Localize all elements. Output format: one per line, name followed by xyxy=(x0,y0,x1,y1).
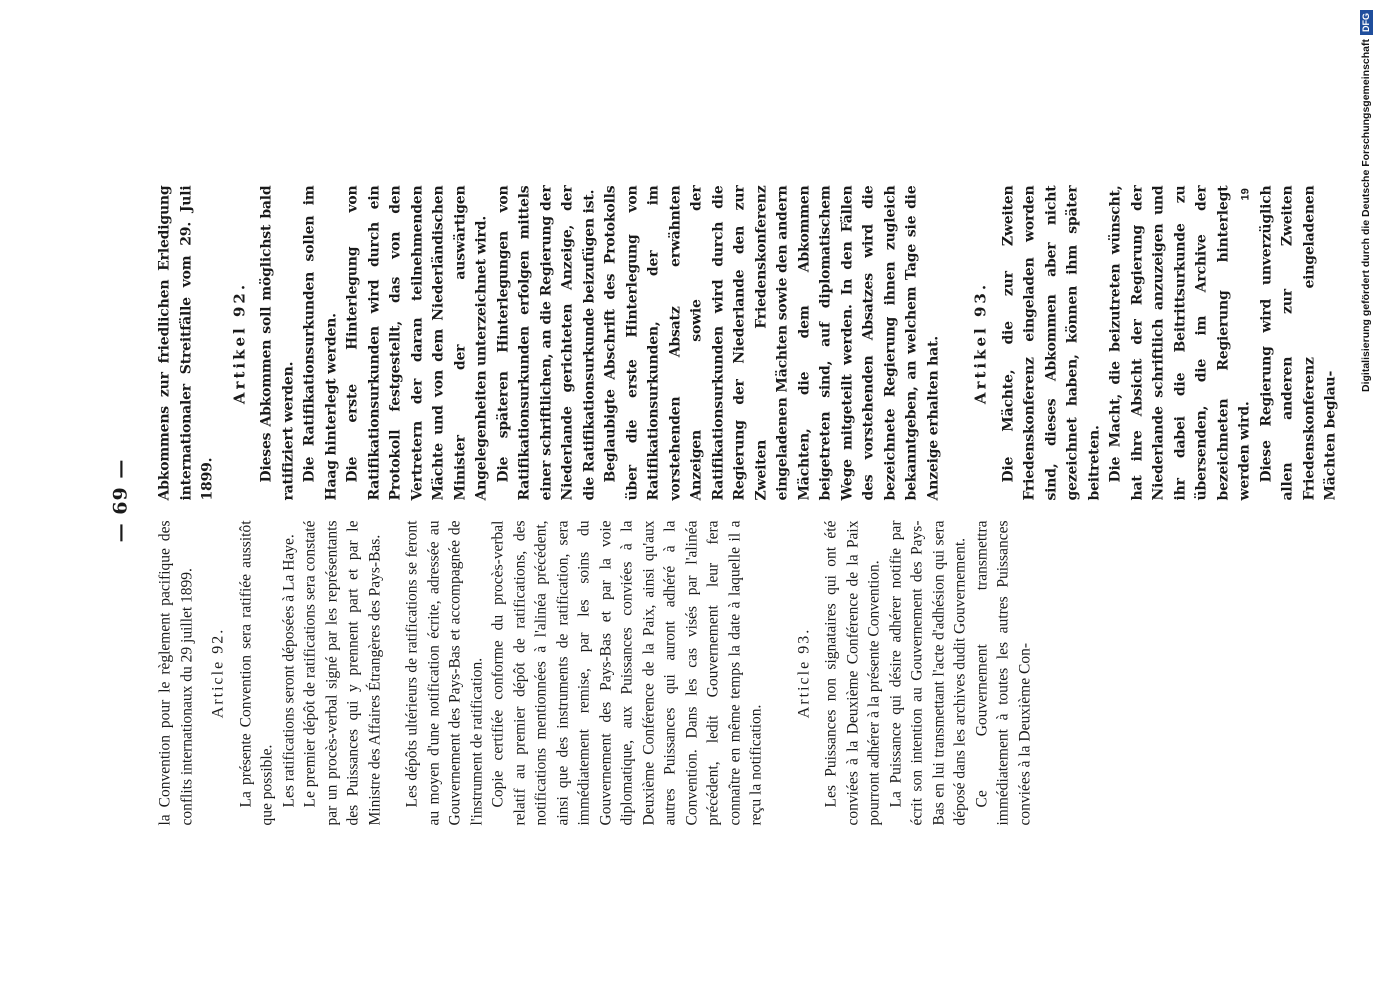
french-art92-p2: Les ratifications seront déposées à La Haye. xyxy=(280,534,297,808)
french-art92-p5: Copie certifiée conforme du procès-verbal relatif au premier dépôt de ratifications, des notifications mentionnées à l'alinéa précédent, ainsi que des instruments de ratification, sera immédiatement remise, par les soins du Gouvernement des Pays-Bas et par la voie diplomatique, aux Puissances conviées à la Deuxième Conférence de la Paix, ainsi qu'aux autres Puissances qui auront adhéré à la Convention. Dans les cas visés par l'alinéa précédent, ledit Gouvernement leur fera connaître en même temps la date à laquelle il a reçu la notification. xyxy=(489,520,765,826)
french-article-92-heading: Article 92. xyxy=(209,627,227,719)
french-intro: la Convention pour le règlement pacifique des conflits internationaux du 29 juillet 1899. xyxy=(156,520,195,826)
rotated-page-content xyxy=(0,1,1383,1001)
signature-mark: 19 xyxy=(1239,188,1252,201)
german-art92-p1: Dieses Abkommen soll möglichst bald ratifiziert werden. xyxy=(258,185,296,501)
digitization-credit xyxy=(1355,0,1377,1000)
credit-text: Digitalisierung gefördert durch die Deutsche Forschungsgemeinschaft xyxy=(1360,39,1372,392)
dfg-logo-icon: DFG xyxy=(1360,10,1373,35)
german-art93-p3: Diese Regierung wird unverzüglich allen anderen zur Zweiten Friedenskonferenz eingeladenen Mächten beglau- xyxy=(1258,185,1339,501)
german-article-93-heading: Artikel 93. xyxy=(971,281,990,405)
german-art92-p5: Beglaubigte Abschrift des Protokolls über die erste Hinterlegung von Ratifikationsurkunden, der im vorstehenden Absatz erwähnten Anzeigen sowie der Ratifikationsurkunden wird durch die Regierung der Niederlande den zur Zweiten Friedenskonferenz eingeladenen Mächten sowie den andern Mächten, die dem Abkommen beigetreten sind, auf diplomatischem Wege mitgeteilt werden. In den Fällen des vorstehenden Absatzes wird die bezeichnete Regierung ihnen zugleich bekanntgeben, an welchem Tage sie die Anzeige erhalten hat. xyxy=(602,185,941,501)
french-art93-p2: La Puissance qui désire adhérer notifie par écrit son intention au Gouvernement des Pays-Bas en lui transmettant l'acte d'adhésion qui sera déposé dans les archives dudit Gouvernement. xyxy=(887,520,969,826)
french-art92-p3: Le premier dépôt de ratifications sera constaté par un procès-verbal signé par les représentants des Puissances qui y prennent part et par le Ministre des Affaires Étrangères des Pays-Bas. xyxy=(301,520,383,826)
german-art92-p3: Die erste Hinterlegung von Ratifikationsurkunden wird durch ein Protokoll festgestellt, das von den Vertretern der daran teilnehmenden Mächte und von dem Niederländischen Minister der auswärtigen Angelegenheiten unterzeichnet wird. xyxy=(344,185,490,501)
french-art92-p4: Les dépôts ultérieurs de ratifications se feront au moyen d'une notification écrite, adressée au Gouvernement des Pays-Bas et accompagnée de l'instrument de ratification. xyxy=(403,520,485,826)
german-column xyxy=(155,186,1343,501)
german-art93-p2: Die Macht, die beizutreten wünscht, hat ihre Absicht der Regierung der Niederlande schriftlich anzuzeigen und ihr dabei die Beitrittsurkunde zu übersenden, die im Archive der bezeichneten Regierung hinterlegt werden wird. xyxy=(1107,185,1253,501)
french-art93-p1: Les Puissances non signataires qui ont été conviées à la Deuxième Conférence de la Paix pourront adhérer à la présente Convention. xyxy=(822,520,883,826)
german-art93-p1: Die Mächte, die zur Zweiten Friedenskonferenz eingeladen worden sind, dieses Abkommen aber nicht gezeichnet haben, können ihm später beitreten. xyxy=(1000,185,1102,501)
page-number: — 69 — xyxy=(109,458,132,543)
german-art92-p4: Die späteren Hinterlegungen von Ratifikationsurkunden erfolgen mittels einer schriftlichen, an die Regierung der Niederlande gerichteten Anzeige, der die Ratifikationsurkunde beizufügen ist. xyxy=(495,185,597,501)
french-art92-p1: La présente Convention sera ratifiée aussitôt que possible. xyxy=(237,520,276,826)
german-art92-p2: Die Ratifikationsurkunden sollen im Haag hinterlegt werden. xyxy=(301,185,339,501)
french-art93-p3: Ce Gouvernement transmettra immédiatement à toutes les autres Puissances conviées à la Deuxième Con- xyxy=(973,520,1033,826)
french-article-93-heading: Article 93. xyxy=(795,627,812,719)
german-article-92-heading: Artikel 92. xyxy=(230,281,248,405)
french-column xyxy=(155,521,1036,826)
german-intro: Abkommens zur friedlichen Erledigung internationaler Streitfälle vom 29. Juli 1899. xyxy=(156,185,216,501)
